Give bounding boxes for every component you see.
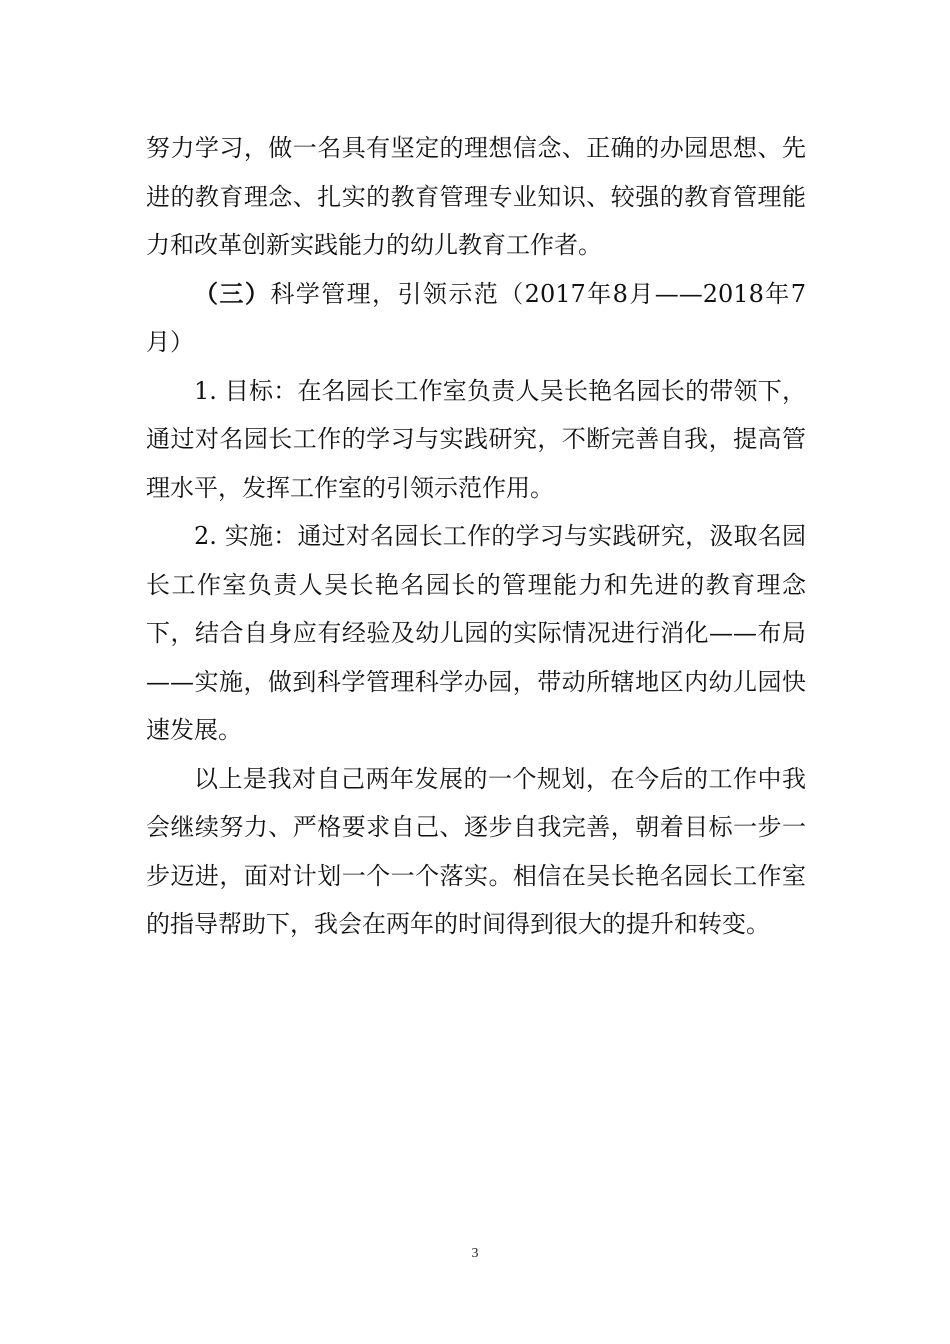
section-heading-three bbox=[146, 270, 806, 367]
page-number: 3 bbox=[471, 1246, 479, 1261]
paragraph-continuation: 努力学习，做一名具有坚定的理想信念、正确的办园思想、先进的教育理念、扎实的教育管理专业知识、较强的教育管理能力和改革创新实践能力的幼儿教育工作者。 bbox=[146, 134, 806, 259]
paragraph-conclusion: 以上是我对自己两年发展的一个规划，在今后的工作中我会继续努力、严格要求自己、逐步自我完善，朝着目标一步一步迈进，面对计划一个一个落实。相信在吴长艳名园长工作室的指导帮助下，我会在两年的时间得到很大的提升和转变。 bbox=[146, 764, 806, 938]
paragraph-implementation: 2. 实施：通过对名园长工作的学习与实践研究，汲取名园长工作室负责人吴长艳名园长的管理能力和先进的教育理念下，结合自身应有经验及幼儿园的实际情况进行消化——布局——实施，做到科学管理科学办园，带动所辖地区内幼儿园快速发展。 bbox=[146, 522, 806, 744]
section-number: （三） bbox=[194, 278, 271, 308]
document-body bbox=[146, 124, 806, 949]
paragraph-goal: 1. 目标：在名园长工作室负责人吴长艳名园长的带领下，通过对名园长工作的学习与实践研究，不断完善自我，提高管理水平，发挥工作室的引领示范作用。 bbox=[146, 376, 806, 502]
section-title: 科学管理，引领示范（2017年8月——2018年7月） bbox=[146, 279, 806, 356]
